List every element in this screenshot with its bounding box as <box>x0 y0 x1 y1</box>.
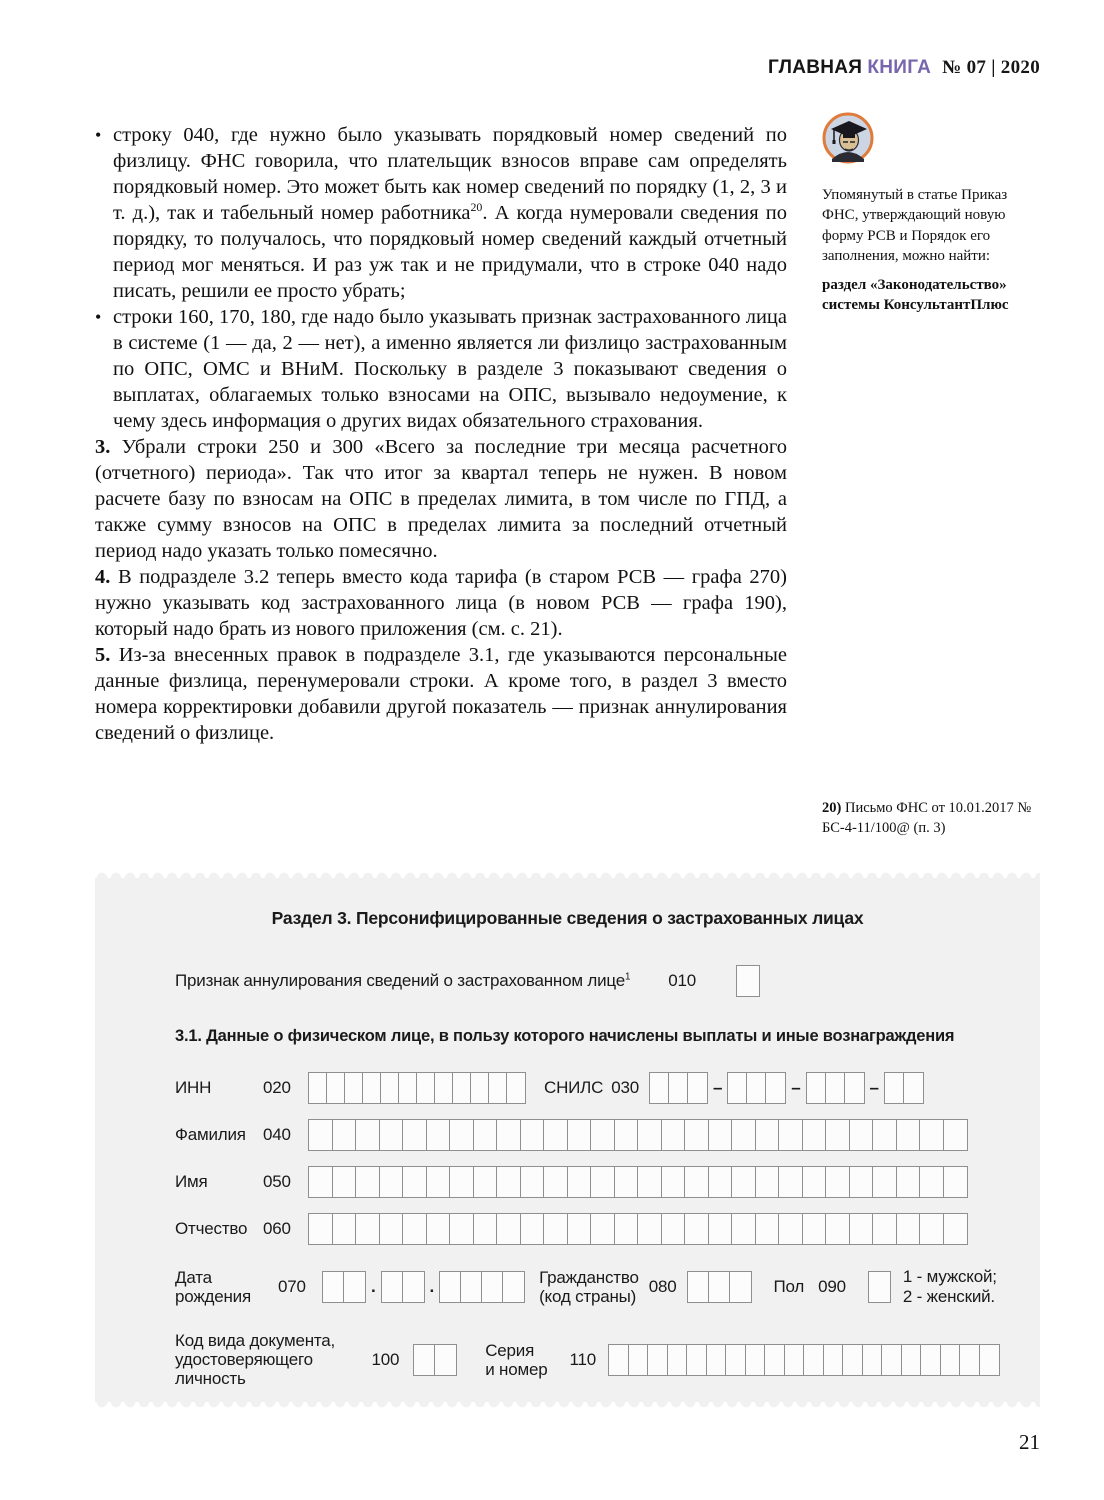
form-cell <box>902 1345 922 1375</box>
form-cell <box>399 1073 417 1103</box>
form-cell <box>503 1272 524 1302</box>
form-cell <box>648 1345 668 1375</box>
form-cell <box>309 1167 333 1197</box>
footnote-text: Письмо ФНС от 10.01.2017 № БС-4-11/100@ (п. 3) <box>822 800 1032 836</box>
field-code-080: 080 <box>648 1277 677 1296</box>
form-cell <box>826 1167 850 1197</box>
form-cell <box>765 1345 785 1375</box>
footnote-number: 20) <box>822 800 842 816</box>
form-cell <box>803 1120 827 1150</box>
form-cell <box>544 1214 568 1244</box>
form-cell <box>474 1214 498 1244</box>
form-cell <box>882 1345 902 1375</box>
annulment-label <box>175 971 630 991</box>
form-cell <box>921 1345 941 1375</box>
form-cell <box>568 1167 592 1197</box>
form-cell <box>747 1073 766 1103</box>
form-cell <box>489 1073 507 1103</box>
numbered-paragraph <box>95 434 787 564</box>
bullet-marker: • <box>95 125 102 145</box>
citizenship-label-line: (код страны) <box>539 1287 637 1306</box>
field-code-100: 100 <box>371 1349 400 1369</box>
field-code-010: 010 <box>668 971 697 990</box>
paragraph-text: Из-за внесенных правок в подразделе 3.1, где указываются персональные данные физлица, перенумеровали строки. А кроме того, в раздел 3 вместо номера корректировки добавили другой показатель — признак аннулирования сведений о физлице. <box>95 644 788 744</box>
citizenship-label-line: Гражданство <box>539 1268 639 1287</box>
form-cell <box>826 1120 850 1150</box>
firstname-label: Имя <box>175 1172 208 1191</box>
bullet-item <box>95 304 787 434</box>
form-cell <box>803 1214 827 1244</box>
snils-cells-group <box>884 1072 924 1104</box>
form-cell <box>344 1272 365 1302</box>
sidebar-note-text: Упомянутый в статье Приказ ФНС, утверждающий новую форму РСВ и Порядок его заполнения, можно найти: <box>822 186 1008 264</box>
form-panel <box>95 878 1040 1402</box>
form-cell <box>709 1167 733 1197</box>
form-cell <box>568 1214 592 1244</box>
snils-label: СНИЛС <box>544 1078 604 1097</box>
sex-legend-line: 2 - женский. <box>902 1287 995 1306</box>
form-cell <box>497 1167 521 1197</box>
form-subsection-title: 3.1. Данные о физическом лице, в пользу которого начислены выплаты и иные вознаграждения <box>175 1027 955 1045</box>
brand-name-purple: КНИГА <box>867 57 932 78</box>
form-cell <box>629 1345 649 1375</box>
form-cell <box>382 1272 403 1302</box>
scholar-avatar-icon <box>822 112 874 164</box>
form-cell <box>662 1167 686 1197</box>
form-cell <box>403 1214 427 1244</box>
form-cell <box>427 1167 451 1197</box>
snils-separator: – <box>791 1078 801 1097</box>
form-cell <box>638 1167 662 1197</box>
perforated-edge-bottom <box>95 1402 1040 1411</box>
birthdate-label-line: Дата <box>175 1268 212 1287</box>
form-cell <box>591 1214 615 1244</box>
field-code-060: 060 <box>263 1219 291 1238</box>
doc-series-label-line: Серия <box>485 1340 535 1360</box>
form-cell <box>403 1167 427 1197</box>
form-cell <box>826 1073 845 1103</box>
citizenship-label <box>539 1268 639 1306</box>
form-cell <box>869 1272 890 1302</box>
form-cell <box>333 1120 357 1150</box>
form-cell <box>309 1073 327 1103</box>
form-cell <box>482 1272 503 1302</box>
masthead <box>768 57 1040 79</box>
sex-cell <box>868 1271 891 1303</box>
document-row <box>175 1331 1000 1388</box>
form-cell <box>873 1167 897 1197</box>
form-cell <box>474 1120 498 1150</box>
form-cell <box>746 1345 766 1375</box>
article-body <box>95 122 787 746</box>
form-cell <box>668 1345 688 1375</box>
form-section-title: Раздел 3. Персонифицированные сведения о застрахованных лицах <box>271 908 864 928</box>
birthdate-month-cells <box>381 1271 425 1303</box>
field-code-090: 090 <box>818 1277 846 1296</box>
form-cell <box>920 1167 944 1197</box>
form-cell <box>435 1073 453 1103</box>
form-cell <box>403 1120 427 1150</box>
form-clipping <box>95 869 1040 1411</box>
perforated-edge-top <box>95 869 1040 878</box>
form-cell <box>685 1167 709 1197</box>
form-cell <box>609 1345 629 1375</box>
form-cell <box>521 1167 545 1197</box>
form-cell <box>709 1120 733 1150</box>
form-cell <box>333 1167 357 1197</box>
form-cell <box>650 1073 669 1103</box>
page-number: 21 <box>1019 1430 1040 1454</box>
form-cell <box>356 1167 380 1197</box>
form-cell <box>521 1120 545 1150</box>
birthdate-day-cells <box>322 1271 366 1303</box>
form-cell <box>474 1167 498 1197</box>
form-cell <box>591 1167 615 1197</box>
form-cell <box>568 1120 592 1150</box>
form-cell <box>941 1345 961 1375</box>
form-cell <box>766 1073 785 1103</box>
surname-label: Фамилия <box>175 1125 246 1144</box>
form-cell <box>688 1073 707 1103</box>
form-cell <box>732 1167 756 1197</box>
form-cell <box>897 1167 921 1197</box>
annulment-checkbox <box>736 965 760 997</box>
form-cell <box>323 1272 344 1302</box>
form-cell <box>807 1073 826 1103</box>
snils-separator: – <box>869 1078 879 1097</box>
form-cell <box>356 1120 380 1150</box>
form-cell <box>662 1120 686 1150</box>
inn-cells <box>308 1072 526 1104</box>
form-cell <box>450 1167 474 1197</box>
form-cell <box>453 1073 471 1103</box>
form-cell <box>380 1120 404 1150</box>
bullet-item <box>95 122 787 304</box>
form-cell <box>944 1214 968 1244</box>
form-cell <box>756 1167 780 1197</box>
sidebar-note-bold: раздел «Законодательство» системы КонсультантПлюс <box>822 276 1009 313</box>
sex-legend <box>903 1267 997 1307</box>
form-cell <box>615 1214 639 1244</box>
field-code-110: 110 <box>569 1349 596 1369</box>
paragraph-number: 3. <box>95 436 111 458</box>
form-cell <box>417 1073 435 1103</box>
form-cell <box>873 1214 897 1244</box>
firstname-row <box>175 1166 1000 1198</box>
form-cell <box>380 1167 404 1197</box>
inn-label: ИНН <box>175 1078 212 1097</box>
field-code-030: 030 <box>611 1078 639 1097</box>
footnote <box>822 799 1040 838</box>
form-cell <box>824 1345 844 1375</box>
patronymic-row <box>175 1213 1000 1245</box>
form-cell <box>897 1214 921 1244</box>
form-cell <box>779 1120 803 1150</box>
doc-code-label <box>175 1331 353 1388</box>
numbered-paragraph <box>95 564 787 642</box>
numbered-paragraph <box>95 642 787 746</box>
bullet-text-segment: . А когда нумеровали сведения по порядку, то получалось, что порядковый номер сведений каждый отчетный период мог меняться. И раз уж так и не придумали, что в строке 040 надо писать, решили ее просто убрать; <box>113 202 787 302</box>
form-cell <box>826 1214 850 1244</box>
snils-cells-group <box>649 1072 708 1104</box>
form-cell <box>685 1214 709 1244</box>
form-cell <box>850 1167 874 1197</box>
form-cell <box>615 1120 639 1150</box>
form-cell <box>980 1345 1000 1375</box>
snils-cells-group <box>806 1072 865 1104</box>
doc-series-label-line: и номер <box>485 1359 548 1379</box>
birthdate-citizenship-sex-row <box>175 1267 1000 1307</box>
form-cell <box>779 1167 803 1197</box>
paragraph-text: Убрали строки 250 и 300 «Всего за последние три месяца расчетного (отчетного) периода». Так что итог за квартал теперь не нужен. В новом расчете базу по взносам на ОПС в пределах лимита, в том числе по ГПД, а также сумму взносов на ОПС в пределах лимита за последний отчетный период надо указать только помесячно. <box>95 436 787 562</box>
sex-label: Пол <box>773 1277 805 1296</box>
form-cell <box>728 1073 747 1103</box>
form-cell <box>309 1120 333 1150</box>
doc-code-label-line: личность <box>175 1369 246 1388</box>
form-cell <box>507 1073 525 1103</box>
field-code-020: 020 <box>263 1078 291 1097</box>
form-cell <box>345 1073 363 1103</box>
form-cell <box>709 1214 733 1244</box>
form-cell <box>380 1214 404 1244</box>
field-code-070: 070 <box>278 1277 306 1296</box>
form-cell <box>726 1345 746 1375</box>
firstname-cells <box>308 1166 968 1198</box>
form-cell <box>435 1345 456 1375</box>
form-footnote-ref: 1 <box>625 971 631 983</box>
form-cell <box>785 1345 805 1375</box>
form-cell <box>803 1167 827 1197</box>
doc-code-label-line: удостоверяющего <box>175 1350 313 1369</box>
form-cell <box>920 1214 944 1244</box>
form-cell <box>638 1120 662 1150</box>
form-cell <box>904 1073 923 1103</box>
form-cell <box>544 1167 568 1197</box>
issue-number: № 07 | 2020 <box>942 57 1040 78</box>
form-cell <box>615 1167 639 1197</box>
footnote-ref: 20 <box>470 200 483 215</box>
snils-separator: – <box>712 1078 723 1097</box>
inn-snils-row <box>175 1072 1000 1104</box>
form-cell <box>638 1214 662 1244</box>
form-cell <box>669 1073 688 1103</box>
form-cell <box>427 1120 451 1150</box>
form-cell <box>427 1214 451 1244</box>
form-cell <box>687 1345 707 1375</box>
form-cell <box>414 1345 435 1375</box>
form-cell <box>309 1214 333 1244</box>
form-cell <box>897 1120 921 1150</box>
birthdate-label <box>175 1268 278 1306</box>
form-cell <box>737 966 759 996</box>
form-cell <box>327 1073 345 1103</box>
annulment-label-text: Признак аннулирования сведений о застрахованном лице <box>175 971 625 990</box>
form-cell <box>471 1073 489 1103</box>
form-cell <box>591 1120 615 1150</box>
form-cell <box>863 1345 883 1375</box>
paragraph-text: В подразделе 3.2 теперь вместо кода тарифа (в старом РСВ — графа 270) нужно указывать код застрахованного лица (в новом РСВ — графа 190), который надо брать из нового приложения (см. с. 21). <box>95 566 787 640</box>
surname-row <box>175 1119 1000 1151</box>
form-cell <box>497 1214 521 1244</box>
form-cell <box>920 1120 944 1150</box>
form-cell <box>779 1214 803 1244</box>
form-cell <box>450 1214 474 1244</box>
form-cell <box>333 1214 357 1244</box>
form-cell <box>461 1272 482 1302</box>
paragraph-number: 5. <box>95 644 111 666</box>
form-cell <box>497 1120 521 1150</box>
form-cell <box>709 1272 730 1302</box>
form-cell <box>544 1120 568 1150</box>
sidebar-note <box>822 112 1040 316</box>
doc-series-label <box>485 1341 547 1379</box>
form-cell <box>707 1345 727 1375</box>
citizenship-cells <box>687 1271 752 1303</box>
form-cell <box>885 1073 904 1103</box>
form-cell <box>960 1345 980 1375</box>
form-cell <box>944 1120 968 1150</box>
paragraph-number: 4. <box>95 566 111 588</box>
patronymic-label: Отчество <box>175 1219 248 1238</box>
form-cell <box>732 1214 756 1244</box>
form-cell <box>756 1120 780 1150</box>
form-cell <box>403 1272 424 1302</box>
form-cell <box>732 1120 756 1150</box>
birthdate-year-cells <box>439 1271 525 1303</box>
annulment-row <box>175 965 1000 997</box>
form-cell <box>688 1272 709 1302</box>
form-cell <box>685 1120 709 1150</box>
form-cell <box>440 1272 461 1302</box>
patronymic-cells <box>308 1213 968 1245</box>
form-cell <box>756 1214 780 1244</box>
form-cell <box>450 1120 474 1150</box>
form-cell <box>845 1073 864 1103</box>
surname-cells <box>308 1119 968 1151</box>
form-cell <box>850 1214 874 1244</box>
date-separator: . <box>371 1277 376 1296</box>
form-cell <box>850 1120 874 1150</box>
form-cell <box>944 1167 968 1197</box>
form-cell <box>804 1345 824 1375</box>
form-cell <box>662 1214 686 1244</box>
form-cell <box>356 1214 380 1244</box>
form-cell <box>381 1073 399 1103</box>
date-separator: . <box>429 1277 435 1296</box>
field-code-050: 050 <box>263 1172 291 1191</box>
snils-cells-group <box>727 1072 786 1104</box>
brand-name-black: ГЛАВНАЯ <box>767 57 863 78</box>
form-cell <box>363 1073 381 1103</box>
bullet-text: строки 160, 170, 180, где надо было указывать признак застрахованного лица в системе (1 — да, 2 — нет), а именно является ли физлицо застрахованным по ОПС, ОМС и ВНиМ. Поскольку в разделе 3 показывают сведения о выплатах, облагаемых только взносами на ОПС, вызывало недоумение, к чему здесь информация о других видах обязательного страхования. <box>113 306 787 432</box>
doc-series-cells <box>608 1344 1000 1376</box>
form-cell <box>873 1120 897 1150</box>
sex-legend-line: 1 - мужской; <box>902 1267 997 1286</box>
bullet-text <box>113 122 787 304</box>
form-cell <box>730 1272 751 1302</box>
field-code-040: 040 <box>263 1125 291 1144</box>
birthdate-label-line: рождения <box>175 1287 251 1306</box>
bullet-marker: • <box>95 307 102 327</box>
doc-code-label-line: Код вида документа, <box>175 1331 336 1350</box>
doc-code-cells <box>413 1344 457 1376</box>
form-cell <box>521 1214 545 1244</box>
bullet-text-segment: строку 040, где нужно было указывать порядковый номер сведений по физлицу. ФНС говорила, что плательщик взносов вправе сам определять порядковый номер. Это может быть как номер сведений по порядку (1, 2, 3 и т. д.), так и табельный номер работника <box>113 124 787 224</box>
form-cell <box>843 1345 863 1375</box>
